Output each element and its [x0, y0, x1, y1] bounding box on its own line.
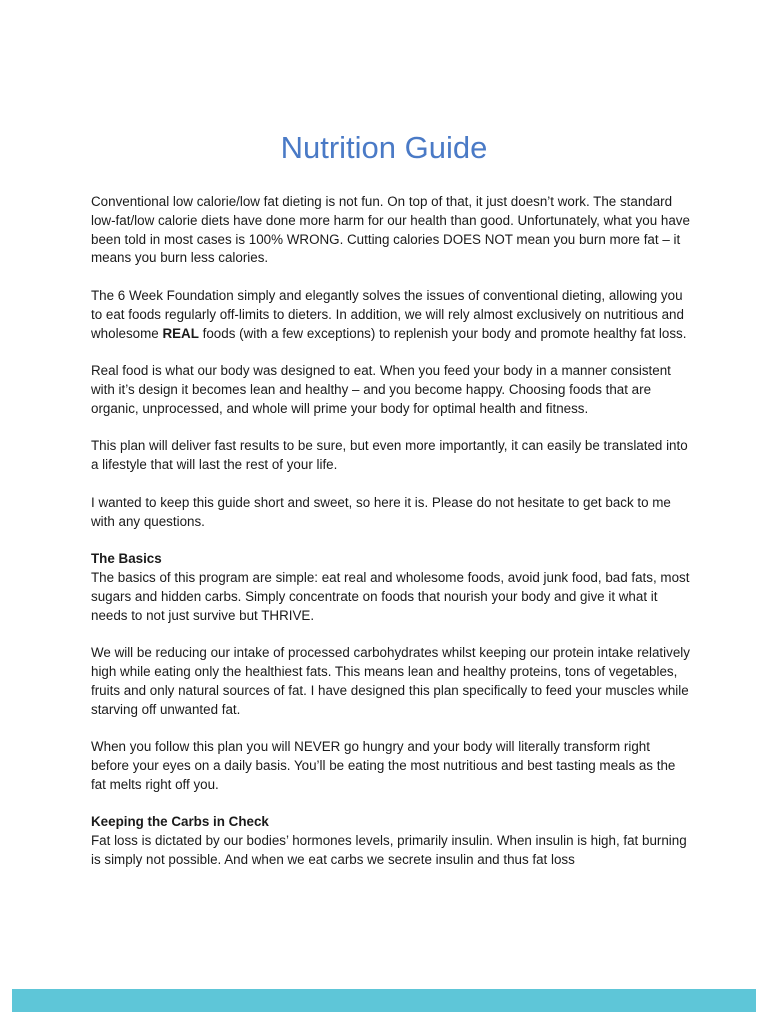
page-title: Nutrition Guide	[280, 130, 488, 165]
real-emphasis: REAL	[162, 325, 199, 341]
section-heading-basics: The Basics	[91, 551, 162, 567]
document-body	[91, 193, 691, 870]
intro-paragraph-2	[91, 287, 691, 343]
intro-paragraph-3: Real food is what our body was designed to eat. When you feed your body in a manner consistent with it’s design it becomes lean and healthy – and you become happy. Choosing foods that are organic, unprocessed, and whole will prime your body for optimal health and fitness.	[91, 363, 671, 416]
carbs-paragraph-1: Fat loss is dictated by our bodies’ hormones levels, primarily insulin. When insulin is high, fat burning is simply not possible. And when we eat carbs we secrete insulin and thus fat loss	[91, 833, 687, 867]
intro-paragraph-5: I wanted to keep this guide short and sweet, so here it is. Please do not hesitate to get back to me with any questions.	[91, 494, 671, 529]
section-heading-carbs: Keeping the Carbs in Check	[91, 814, 269, 830]
intro-paragraph-2-start: The 6 Week Foundation simply and elegantly solves the issues of conventional dieting, allowing you to eat foods regularly off-limits to dieters. In addition, we will rely almost exclusively on nutritious and wholesome	[91, 287, 684, 341]
intro-paragraph-2-end: foods (with a few exceptions) to replenish your body and promote healthy fat loss.	[198, 325, 687, 341]
basics-paragraph-3: When you follow this plan you will NEVER go hungry and your body will literally transform right before your eyes on a daily basis. You’ll be eating the most nutritious and best tasting meals as the fat melts right off you.	[91, 739, 676, 792]
intro-paragraph-4: This plan will deliver fast results to be sure, but even more importantly, it can easily be translated into a lifestyle that will last the rest of your life.	[91, 438, 688, 473]
footer-color-bar	[12, 989, 756, 1012]
basics-paragraph-2: We will be reducing our intake of processed carbohydrates whilst keeping our protein intake relatively high while eating only the healthiest fats. This means lean and healthy proteins, tons of vegetables, fruits and only natural sources of fat. I have designed this plan specifically to feed your muscles while starving off unwanted fat.	[91, 645, 690, 717]
basics-paragraph-1: The basics of this program are simple: eat real and wholesome foods, avoid junk food, bad fats, most sugars and hidden carbs. Simply concentrate on foods that nourish your body and give it what it needs to not just survive but THRIVE.	[91, 569, 690, 623]
intro-paragraph-1: Conventional low calorie/low fat dieting is not fun. On top of that, it just doesn’t work. The standard low-fat/low calorie diets have done more harm for our health than good. Unfortunately, what you have been told in most cases is 100% WRONG. Cutting calories DOES NOT mean you burn more fat – it means you burn less calories.	[91, 194, 690, 266]
